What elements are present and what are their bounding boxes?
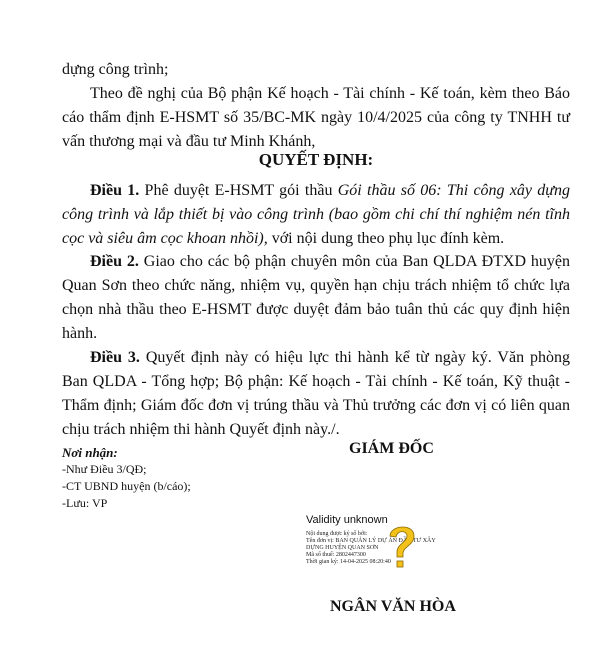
intro-line bbox=[62, 58, 570, 82]
director-title: GIÁM ĐỐC bbox=[349, 440, 434, 457]
recipient-item: -Lưu: VP bbox=[62, 496, 108, 510]
signature-validity: Validity unknown bbox=[306, 514, 388, 526]
signature-line: Tên đơn vị: BAN QUẢN LÝ DỰ ÁN ĐẦU TƯ XÂY bbox=[306, 538, 436, 544]
article-1 bbox=[62, 179, 570, 251]
article-1-label: Điều 1. bbox=[90, 182, 140, 199]
signer-name: NGÂN VĂN HÒA bbox=[330, 598, 456, 615]
decision-title: QUYẾT ĐỊNH: bbox=[258, 150, 374, 169]
signature-line: Thời gian ký: 14-04-2025 08:20:40 bbox=[306, 559, 391, 565]
proposal-paragraph bbox=[62, 82, 570, 154]
proposal-text: Theo đề nghị của Bộ phận Kế hoạch - Tài chính - Kế toán, kèm theo Báo cáo thẩm định E-HSMT số 35/BC-MK ngày 10/4/2025 của công ty TNHH tư vấn thương mại và đầu tư Minh Khánh, bbox=[62, 85, 570, 150]
signature-line: Mã số thuế: 2802447300 bbox=[306, 552, 366, 558]
article-1-text-before: Phê duyệt E-HSMT gói thầu bbox=[139, 182, 338, 199]
recipients-block bbox=[62, 444, 282, 512]
article-2-label: Điều 2. bbox=[90, 253, 139, 270]
article-2-text: Giao cho các bộ phận chuyên môn của Ban QLDA ĐTXD huyện Quan Sơn theo chức năng, nhiệm vụ, quyền hạn chịu trách nhiệm tổ chức lựa chọn nhà thầu theo E-HSMT được duyệt đảm bảo tuân thủ các quy định hiện hành. bbox=[62, 253, 571, 342]
question-mark-icon bbox=[382, 520, 422, 576]
recipient-item: -CT UBND huyện (b/cáo); bbox=[62, 479, 191, 493]
recipients-header: Nơi nhận: bbox=[62, 445, 118, 460]
signature-line: Nội dung được ký số bởi: bbox=[306, 531, 368, 537]
article-2 bbox=[62, 250, 570, 346]
article-1-italic: Gói thầu số 06: Thi công xây dựng công trình và lắp thiết bị vào công trình (bao gồm chi chí thí nghiệm nén tĩnh cọc và siêu âm cọc khoan nhồi), bbox=[62, 182, 571, 247]
article-3-label: Điều 3. bbox=[90, 349, 140, 366]
article-1-text-after: với nội dung theo phụ lục đính kèm. bbox=[267, 230, 505, 247]
article-3 bbox=[62, 346, 570, 442]
intro-text: dựng công trình; bbox=[62, 61, 169, 78]
article-3-text: Quyết định này có hiệu lực thi hành kể từ ngày ký. Văn phòng Ban QLDA - Tổng hợp; Bộ phận: Kế hoạch - Tài chính - Kế toán, Kỹ thuật - Thẩm định; Giám đốc đơn vị trúng thầu và Thủ trưởng các đơn vị có liên quan chịu trách nhiệm thi hành Quyết định này./. bbox=[62, 349, 570, 438]
recipient-item: -Như Điều 3/QĐ; bbox=[62, 462, 147, 476]
signature-line: DỰNG HUYỆN QUAN SƠN bbox=[306, 545, 379, 551]
